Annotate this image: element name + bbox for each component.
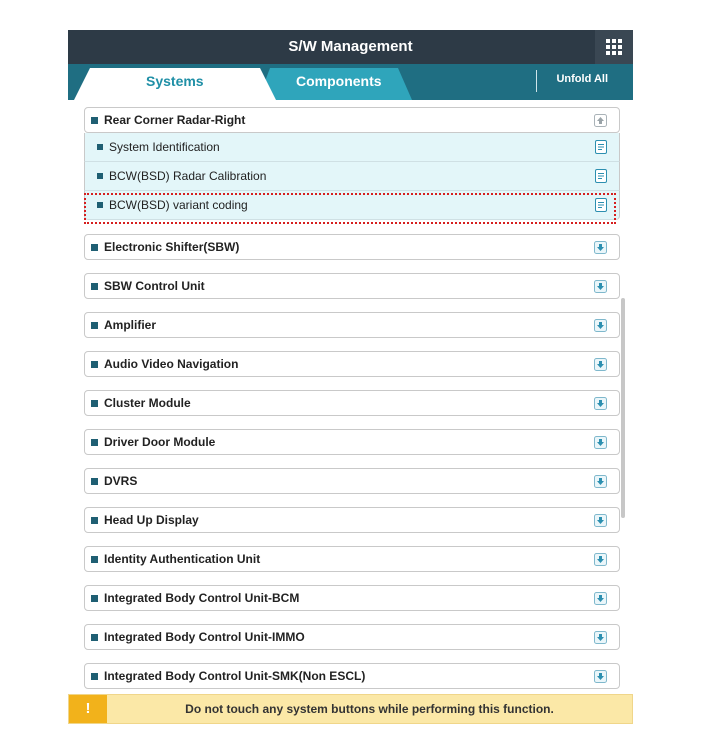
bullet-icon xyxy=(91,556,98,563)
bullet-icon xyxy=(91,244,98,251)
system-item-label: Electronic Shifter(SBW) xyxy=(104,240,240,254)
system-item-label: Cluster Module xyxy=(104,396,191,410)
bullet-icon xyxy=(91,117,98,124)
bullet-icon xyxy=(97,173,103,179)
window-title: S/W Management xyxy=(288,38,413,55)
bullet-icon xyxy=(91,673,98,680)
unfold-all-button[interactable]: Unfold All xyxy=(556,73,608,85)
warning-banner xyxy=(68,694,633,724)
system-item[interactable] xyxy=(84,234,620,260)
system-item-label: Integrated Body Control Unit-IMMO xyxy=(104,630,305,644)
expand-icon[interactable] xyxy=(594,631,607,644)
tab-components[interactable]: Components xyxy=(296,73,382,89)
system-item[interactable] xyxy=(84,624,620,650)
system-item[interactable] xyxy=(84,273,620,299)
sub-item-label: BCW(BSD) variant coding xyxy=(109,198,248,212)
sub-item-system-identification[interactable] xyxy=(84,133,620,162)
system-item-rear-corner-radar-right[interactable] xyxy=(84,107,620,133)
system-item[interactable] xyxy=(84,390,620,416)
expand-icon[interactable] xyxy=(594,670,607,683)
system-item-label: Identity Authentication Unit xyxy=(104,552,261,566)
bullet-icon xyxy=(97,202,103,208)
system-item-label: Rear Corner Radar-Right xyxy=(104,113,246,127)
system-item-label: SBW Control Unit xyxy=(104,279,205,293)
expand-icon[interactable] xyxy=(594,475,607,488)
warning-icon: ! xyxy=(69,695,107,723)
apps-grid-icon xyxy=(606,39,622,55)
bullet-icon xyxy=(91,283,98,290)
system-item[interactable] xyxy=(84,468,620,494)
bullet-icon xyxy=(91,517,98,524)
system-item-label: DVRS xyxy=(104,474,138,488)
system-item-label: Integrated Body Control Unit-SMK(Non ESCL) xyxy=(104,669,366,683)
expand-icon[interactable] xyxy=(594,553,607,566)
system-item[interactable] xyxy=(84,663,620,689)
expand-icon[interactable] xyxy=(594,592,607,605)
system-list xyxy=(72,100,629,690)
list-scrollbar[interactable] xyxy=(621,298,625,518)
system-item[interactable] xyxy=(84,585,620,611)
system-item[interactable] xyxy=(84,429,620,455)
document-icon xyxy=(595,198,607,212)
expand-icon[interactable] xyxy=(594,319,607,332)
system-item-label: Head Up Display xyxy=(104,513,199,527)
bullet-icon xyxy=(91,361,98,368)
document-icon xyxy=(595,169,607,183)
title-bar xyxy=(68,30,633,64)
system-item[interactable] xyxy=(84,312,620,338)
bullet-icon xyxy=(91,400,98,407)
warning-text: Do not touch any system buttons while performing this function. xyxy=(185,702,554,716)
bullet-icon xyxy=(91,595,98,602)
bullet-icon xyxy=(91,634,98,641)
sw-management-window xyxy=(68,30,633,725)
system-item[interactable] xyxy=(84,351,620,377)
sub-item-label: BCW(BSD) Radar Calibration xyxy=(109,169,267,183)
system-item-label: Driver Door Module xyxy=(104,435,216,449)
sub-item-variant-coding[interactable] xyxy=(84,191,620,220)
system-item-label: Amplifier xyxy=(104,318,157,332)
system-item[interactable] xyxy=(84,546,620,572)
apps-grid-button[interactable] xyxy=(595,30,633,64)
collapse-icon[interactable] xyxy=(594,114,607,127)
bullet-icon xyxy=(91,439,98,446)
expand-icon[interactable] xyxy=(594,397,607,410)
expand-icon[interactable] xyxy=(594,514,607,527)
sub-item-radar-calibration[interactable] xyxy=(84,162,620,191)
system-item-label: Integrated Body Control Unit-BCM xyxy=(104,591,300,605)
expand-icon[interactable] xyxy=(594,436,607,449)
expand-icon[interactable] xyxy=(594,280,607,293)
expand-icon[interactable] xyxy=(594,241,607,254)
toolbar-divider xyxy=(536,70,537,92)
document-icon xyxy=(595,140,607,154)
system-item[interactable] xyxy=(84,507,620,533)
bullet-icon xyxy=(91,478,98,485)
expand-icon[interactable] xyxy=(594,358,607,371)
tab-systems[interactable]: Systems xyxy=(146,73,204,89)
sub-item-label: System Identification xyxy=(109,140,220,154)
bullet-icon xyxy=(91,322,98,329)
system-item-label: Audio Video Navigation xyxy=(104,357,239,371)
bullet-icon xyxy=(97,144,103,150)
